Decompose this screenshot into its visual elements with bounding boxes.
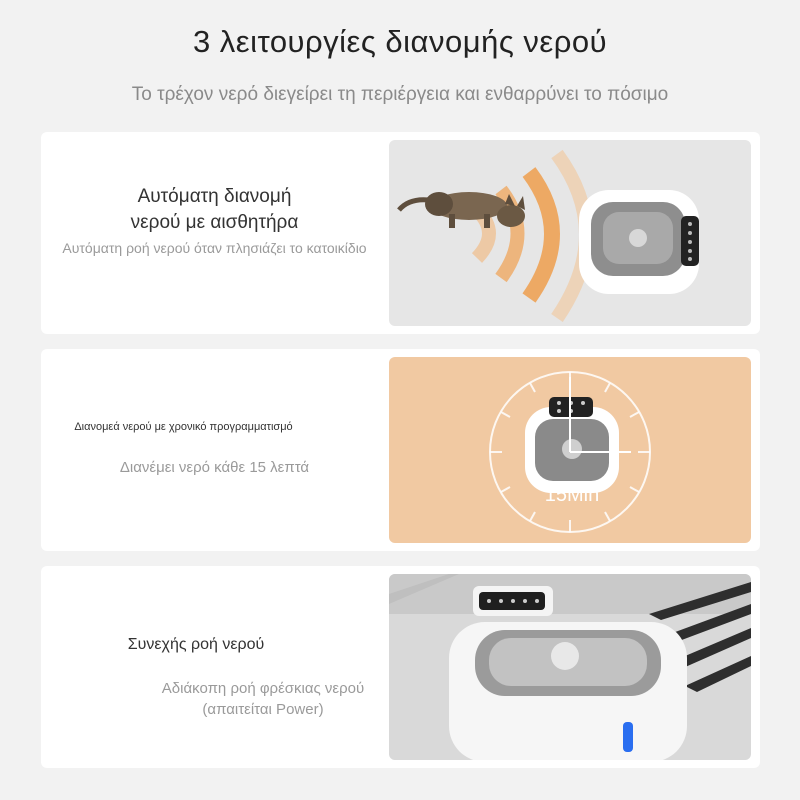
sensor-illustration [389,140,751,326]
fountain-icon [579,190,699,294]
feature-title-continuous: Συνεχής ροή νερού [127,636,265,653]
continuous-illustration [389,574,751,760]
feature-description-timer: Διανέμει νερό κάθε 15 λεπτά [119,459,310,476]
timer-label: 15Min [544,484,600,506]
feature-title-sensor-line2: νερού με αισθητήρα [130,212,299,233]
feature-description-continuous-line2: (απαιτείται Power) [202,701,324,718]
feature-card-continuous [41,566,760,768]
feature-card-timer [41,349,760,551]
feature-description-sensor: Αυτόματη ροή νερού όταν πλησιάζει το κατοικίδιο [62,240,367,256]
fountain-icon [525,397,619,493]
feature-text-sensor [41,132,388,334]
feature-text-continuous [41,566,388,768]
feature-text-timer [41,349,388,551]
feature-title-timer: Διανομεά νερού με χρονικό προγραμματισμό [74,421,293,433]
feature-card-sensor [41,132,760,334]
feature-title-sensor-line1: Αυτόματη διανομή [137,186,292,207]
feature-description-continuous-line1: Αδιάκοπη ροή φρέσκιας νερού [161,680,365,697]
timer-illustration [389,357,751,543]
page-subtitle: Το τρέχον νερό διεγείρει τη περιέργεια και ενθαρρύνει το πόσιμο [131,84,669,105]
page-title: 3 λειτουργίες διανομής νερού [192,24,608,59]
